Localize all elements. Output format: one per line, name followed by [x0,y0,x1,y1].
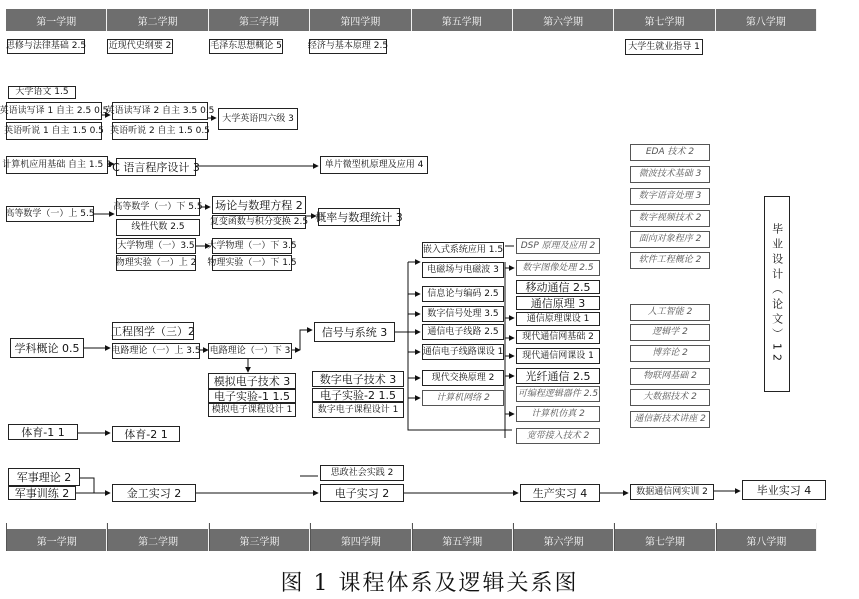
course-box: 物理实验（一）下 1.5 [212,255,292,271]
thesis-label: 毕业设计（论文）12 [770,223,784,365]
semester-4-footer: 第四学期 [310,523,411,551]
semester-2-header: 第二学期 [107,9,208,31]
course-box: 宽带接入技术 2 [516,428,600,444]
course-box: 毛泽东思想概论 5 [209,39,283,54]
course-box: 英语听说 2 自主 1.5 0.5 [112,122,208,140]
course-box: 电子实验-2 1.5 [312,388,404,402]
course-box: 现代通信网课设 1 [516,348,600,364]
course-box: 工程图学（三）2 [112,322,194,340]
semester-8-footer: 第八学期 [716,523,817,551]
course-box: 大学英语四六级 3 [218,108,298,130]
course-box: 模拟电子课程设计 1 [208,403,296,417]
course-box: 概率与数理统计 3 [318,208,400,226]
figure-caption: 图 1 课程体系及逻辑关系图 [280,571,579,596]
course-box: 数据通信网实训 2 [630,484,714,500]
course-box: 嵌入式系统应用 1.5 [422,242,504,258]
course-box: 电磁场与电磁波 3 [422,262,504,278]
course-box: 通信新技术讲座 2 [630,411,710,428]
course-box: 电路理论（一）下 3 [208,343,292,359]
course-box: 经济与基本原理 2.5 [309,39,387,54]
course-box: 移动通信 2.5 [516,280,600,294]
course-box: 物理实验（一）上 2 [116,255,196,271]
course-box: 单片微型机原理及应用 4 [320,156,428,174]
course-box: 计算机应用基础 自主 1.5 1 [6,156,108,174]
semester-6-header: 第六学期 [513,9,614,31]
course-box: 复变函数与积分变换 2.5 [212,215,306,229]
semester-3-header: 第三学期 [209,9,310,31]
course-box: 通信原理 3 [516,296,600,310]
course-box-thesis [764,196,790,392]
course-box: 英语听说 1 自主 1.5 0.5 [6,122,102,140]
course-box: 数字视频技术 2 [630,210,710,227]
course-box: 场论与数理方程 2 [212,196,306,214]
semester-1-header: 第一学期 [6,9,107,31]
course-box: 光纤通信 2.5 [516,368,600,384]
course-box: 通信原理课设 1 [516,312,600,326]
course-box: 软件工程概论 2 [630,252,710,269]
course-box: 军事理论 2 [8,468,80,486]
course-box: 思政社会实践 2 [320,465,404,481]
course-box: 思修与法律基础 2.5 [7,39,85,54]
semester-7-footer: 第七学期 [614,523,715,551]
semester-header-top [6,9,817,31]
course-box: 毕业实习 4 [742,480,826,500]
course-box: 人工智能 2 [630,304,710,321]
course-box: 逻辑学 2 [630,324,710,341]
course-box: 近现代史纲要 2 [107,39,173,54]
course-box: 信息论与编码 2.5 [422,286,504,302]
course-box: 大学生就业指导 1 [625,39,703,55]
course-box: 线性代数 2.5 [116,219,200,236]
course-box: 可编程逻辑器件 2.5 [516,386,600,402]
course-box: 体育-2 1 [112,426,180,442]
semester-5-footer: 第五学期 [412,523,513,551]
course-box: 现代通信网基础 2 [516,330,600,344]
semester-8-header: 第八学期 [716,9,817,31]
semester-4-header: 第四学期 [310,9,411,31]
course-box: 微波技术基础 3 [630,166,710,183]
course-box: 模拟电子技术 3 [208,373,296,389]
course-box: 博弈论 2 [630,345,710,362]
course-box: DSP 原理及应用 2 [516,238,600,254]
course-box: 英语读写译 1 自主 2.5 0.5 [6,102,102,120]
course-box: 军事训练 2 [8,486,76,500]
course-box: 数字信号处理 3.5 [422,306,504,322]
course-box: C 语言程序设计 3 [116,158,196,176]
course-box: 现代交换原理 2 [422,370,504,386]
course-box: 通信电子线路 2.5 [422,324,504,340]
course-box: 大学物理（一）下 3.5 [212,238,292,254]
course-box: 金工实习 2 [112,484,196,502]
course-box: 学科概论 0.5 [10,338,84,358]
course-box: 体育-1 1 [8,424,78,440]
course-box: 数字电子技术 3 [312,371,404,387]
semester-1-footer: 第一学期 [6,523,107,551]
course-box: 生产实习 4 [520,484,600,502]
course-box: 大学物理（一）3.5 [116,238,196,254]
course-box: EDA 技术 2 [630,144,710,161]
semester-5-header: 第五学期 [412,9,513,31]
semester-7-header: 第七学期 [614,9,715,31]
course-box: 通信电子线路课设 1 [422,344,504,360]
semester-3-footer: 第三学期 [209,523,310,551]
course-box: 大学语文 1.5 [8,86,76,99]
course-box: 物联网基础 2 [630,368,710,385]
course-box: 数字图像处理 2.5 [516,260,600,276]
course-box: 大数据技术 2 [630,389,710,406]
course-box: 面向对象程序 2 [630,231,710,248]
course-box: 电子实验-1 1.5 [208,389,296,403]
course-box: 计算机网络 2 [422,390,504,406]
course-box: 数字电子课程设计 1 [312,402,404,418]
course-box: 高等数学（一）下 5.5 [116,198,200,216]
course-box: 信号与系统 3 [314,322,395,342]
semester-6-footer: 第六学期 [513,523,614,551]
semester-header-bottom [6,523,817,551]
semester-2-footer: 第二学期 [107,523,208,551]
course-box: 数字语音处理 3 [630,188,710,205]
course-box: 电路理论（一）上 3.5 [112,343,200,359]
course-box: 计算机仿真 2 [516,406,600,422]
course-box: 英语读写译 2 自主 3.5 0.5 [112,102,208,120]
course-box: 电子实习 2 [320,484,404,502]
course-box: 高等数学（一）上 5.5 [6,206,94,222]
